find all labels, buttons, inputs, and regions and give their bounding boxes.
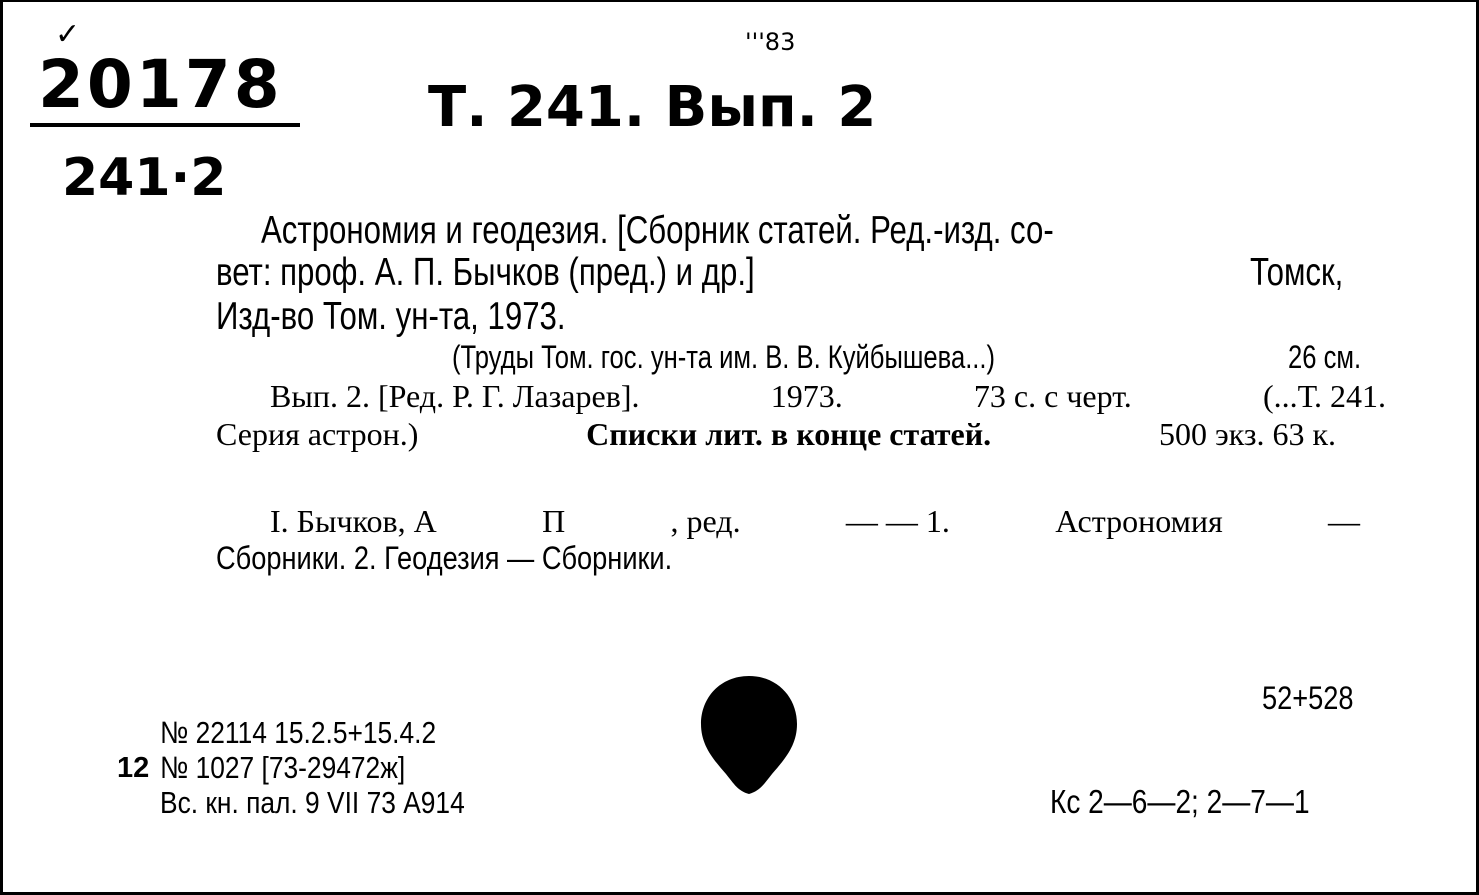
volume-entry-part: 73 с. с черт. xyxy=(973,378,1132,414)
volume-entry-part: Вып. 2. [Ред. Р. Г. Лазарев]. xyxy=(270,378,640,414)
tracings-line-2: Сборники. 2. Геодезия — Сборники. xyxy=(216,540,673,576)
main-entry-line-1: Астрономия и геодезия. [Сборник статей. Ред.-изд. со- xyxy=(261,209,1054,252)
main-entry-line-2-left: вет: проф. А. П. Бычков (пред.) и др.] xyxy=(216,251,755,294)
volume-entry-part: 1973. xyxy=(770,378,843,414)
volume-entry-part: Списки лит. в конце статей. xyxy=(586,416,992,452)
handwritten-shelf-series: 241·2 xyxy=(62,148,227,208)
record-number-line-1: № 22114 15.2.5+15.4.2 xyxy=(160,715,437,750)
tracing-part: — — 1. xyxy=(845,503,950,539)
tracing-part: I. Бычков, А xyxy=(270,503,437,539)
main-entry-place: Томск, xyxy=(1250,251,1344,294)
handwritten-check-mark: ✓ xyxy=(55,17,81,52)
card-punch-hole xyxy=(698,674,800,796)
volume-entry-part: 500 экз. 63 к. xyxy=(1158,416,1336,452)
volume-entry-line-2 xyxy=(216,418,1336,450)
tracing-part: Астрономия xyxy=(1055,503,1223,539)
series-note: (Труды Том. гос. ун-та им. В. В. Куйбышева...) xyxy=(452,339,996,375)
record-number-line-2: № 1027 [73-29472ж] xyxy=(160,750,406,785)
volume-entry-part: (...Т. 241. xyxy=(1262,378,1386,414)
tracings-line-1 xyxy=(270,505,1360,537)
card-codes: Кс 2—6—2; 2—7—1 xyxy=(1050,783,1310,820)
record-number-line-3: Вс. кн. пал. 9 VII 73 А914 xyxy=(160,785,465,820)
tracing-part: , ред. xyxy=(670,503,741,539)
volume-entry-line-1 xyxy=(270,380,1386,412)
handwritten-shelf-number: 20178 xyxy=(38,46,283,123)
main-entry-line-3: Изд-во Том. ун-та, 1973. xyxy=(216,295,566,338)
tracing-part: П xyxy=(542,503,566,539)
volume-entry-part: Серия астрон.) xyxy=(216,416,419,452)
series-note-size: 26 см. xyxy=(1288,339,1362,375)
record-number-prefix: 12 xyxy=(117,752,150,784)
tracing-part: — xyxy=(1328,503,1360,539)
classification-code: 52+528 xyxy=(1262,680,1354,716)
handwritten-volume-note: Т. 241. Вып. 2 xyxy=(428,75,877,140)
handwritten-small-note: '''83 xyxy=(745,28,796,56)
shelf-number-underline xyxy=(30,123,300,127)
